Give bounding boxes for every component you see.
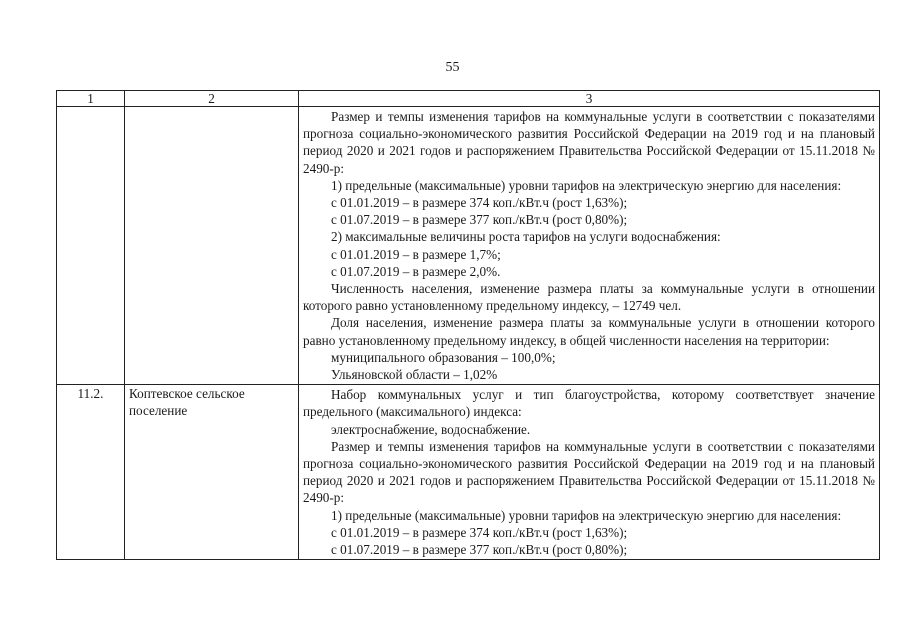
table-header-row [57, 91, 880, 107]
column-header-2: 2 [125, 91, 299, 107]
paragraph: с 01.01.2019 – в размере 1,7%; [331, 246, 501, 262]
paragraph: Размер и темпы изменения тарифов на коммунальные услуги в соответствии с показателями прогноза социально-экономического развития Российской Федерации на 2019 год и на плановый период 2020 и 2021 годов и распоряжением Правительства Российской Федерации от 15.11.2018 № 2490-р: [303, 438, 875, 506]
paragraph: с 01.07.2019 – в размере 2,0%. [331, 263, 501, 279]
data-table [56, 90, 880, 560]
row-number: 11.2. [57, 385, 125, 560]
paragraph: с 01.07.2019 – в размере 377 коп./кВт.ч (рост 0,80%); [331, 212, 628, 228]
paragraph: муниципального образования – 100,0%; [331, 349, 556, 365]
paragraph: Набор коммунальных услуг и тип благоустройства, которому соответствует значение предельного (максимального) индекса: [303, 387, 875, 420]
row-number [57, 107, 125, 385]
paragraph: с 01.01.2019 – в размере 374 коп./кВт.ч (рост 1,63%); [331, 195, 628, 211]
settlement-name: Коптевское сельское поселение [125, 385, 299, 560]
paragraph: с 01.07.2019 – в размере 377 коп./кВт.ч (рост 0,80%); [331, 542, 628, 558]
description-cell [299, 385, 880, 560]
page-number: 55 [445, 60, 460, 75]
settlement-name [125, 107, 299, 385]
table-row [57, 107, 880, 385]
paragraph: Численность населения, изменение размера платы за коммунальные услуги в отношении которого равно установленному предельному индексу, – 12749 чел. [303, 281, 875, 314]
paragraph: электроснабжение, водоснабжение. [331, 421, 531, 437]
paragraph: Доля населения, изменение размера платы за коммунальные услуги в отношении которого равно установленному предельному индексу, в общей численности населения на территории: [303, 315, 875, 348]
column-header-3: 3 [299, 91, 880, 107]
paragraph: Ульяновской области – 1,02% [331, 367, 498, 383]
paragraph: 2) максимальные величины роста тарифов на услуги водоснабжения: [331, 229, 721, 245]
paragraph: 1) предельные (максимальные) уровни тарифов на электрическую энергию для населения: [331, 177, 842, 193]
table-row [57, 385, 880, 560]
paragraph: Размер и темпы изменения тарифов на коммунальные услуги в соответствии с показателями прогноза социально-экономического развития Российской Федерации на 2019 год и на плановый период 2020 и 2021 годов и распоряжением Правительства Российской Федерации от 15.11.2018 № 2490-р: [303, 109, 875, 176]
paragraph: с 01.01.2019 – в размере 374 коп./кВт.ч (рост 1,63%); [331, 524, 628, 540]
description-cell [299, 107, 880, 385]
paragraph: 1) предельные (максимальные) уровни тарифов на электрическую энергию для населения: [331, 507, 842, 523]
column-header-1: 1 [57, 91, 125, 107]
